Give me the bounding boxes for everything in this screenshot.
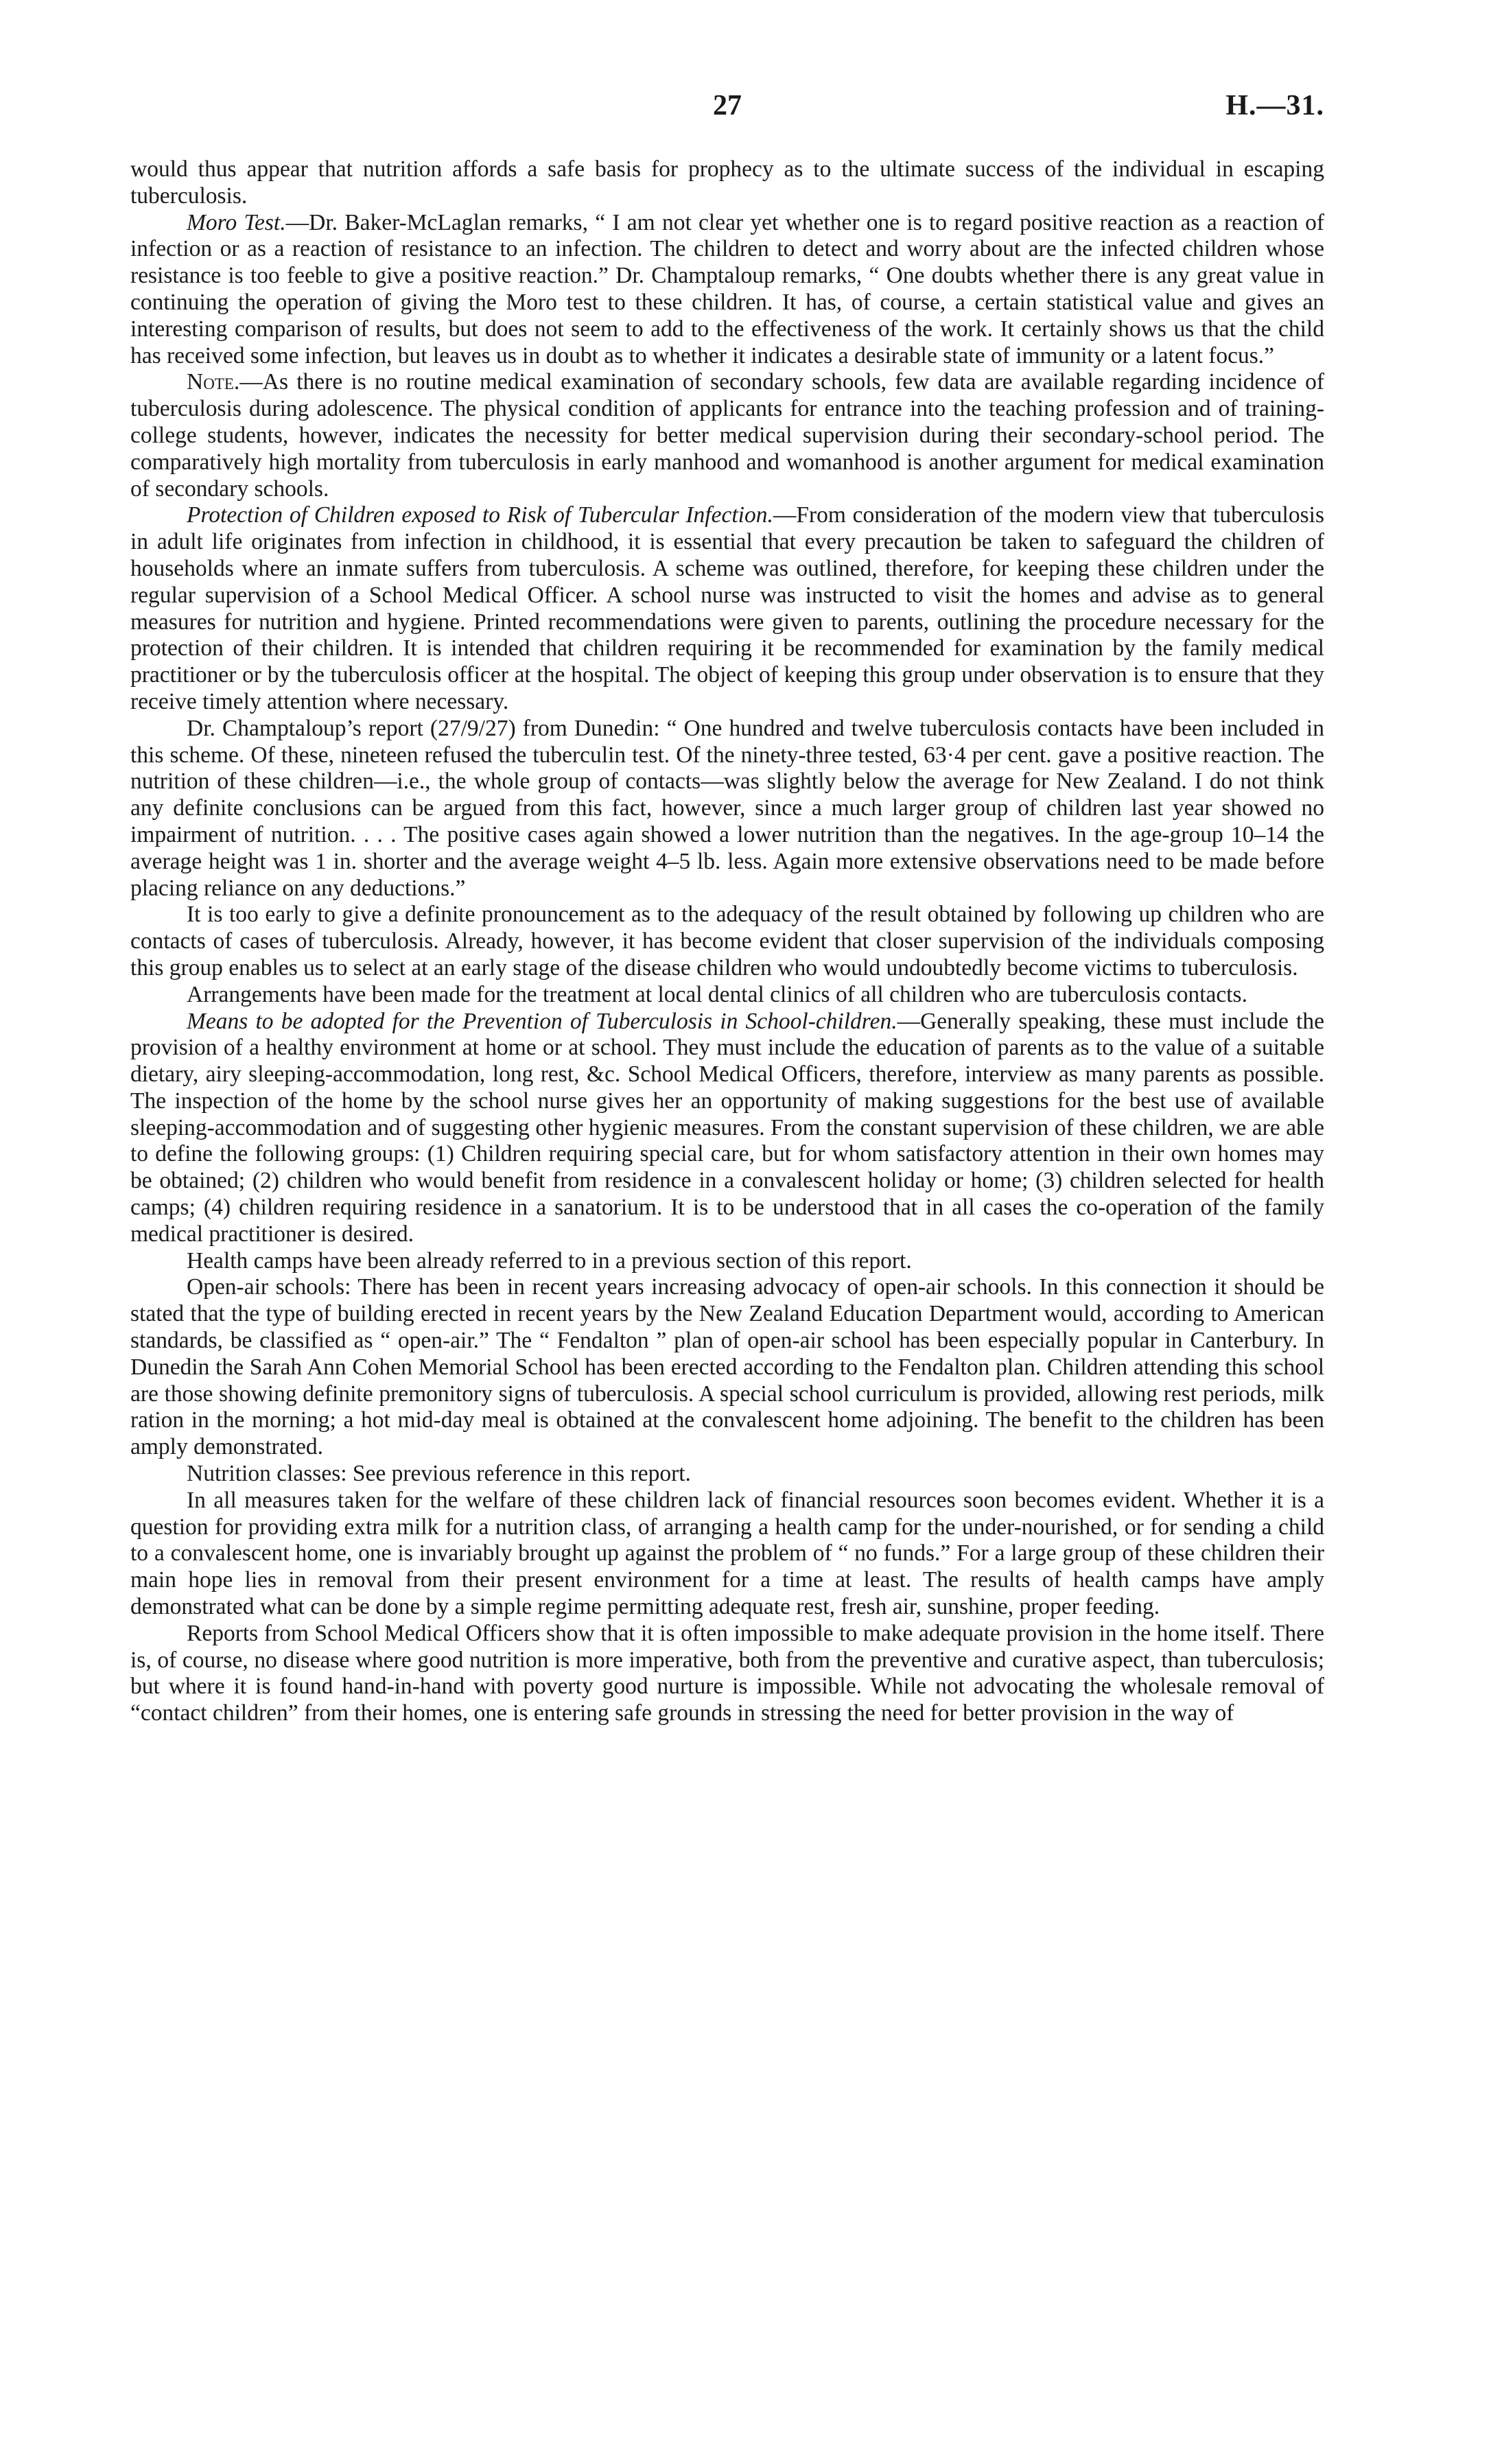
paragraph-text: In all measures taken for the welfare of these children lack of financial resources soon becomes evident. Whether it is a question for providing extra milk for a nutrition class, of arranging a health camp for the under-nourished, or for sending a child to a convalescent home, one is invariably brought up against the problem of “ no funds.” For a large group of these children their main hope lies in removal from their present environment for a time at least. The results of health camps have amply demonstrated what can be done by a simple regime permitting adequate rest, fresh air, sunshine, proper feeding. bbox=[130, 1487, 1324, 1620]
paragraph-text: Arrangements have been made for the treatment at local dental clinics of all children who are tuberculosis contacts. bbox=[187, 981, 1247, 1007]
paragraph-text: It is too early to give a definite pronouncement as to the adequacy of the result obtained by following up children who are contacts of cases of tuberculosis. Already, however, it has become evident that closer supervision of the individuals composing this group enables us to select at an early stage of the disease children who would undoubtedly become victims to tuberculosis. bbox=[130, 902, 1324, 981]
paragraph-continuation bbox=[130, 156, 1324, 210]
page-number: 27 bbox=[713, 90, 742, 121]
paragraph-open-air-schools bbox=[130, 1274, 1324, 1461]
paragraph-heading: Note. bbox=[187, 369, 240, 395]
paragraph-nutrition-classes bbox=[130, 1461, 1324, 1488]
paragraph-text: Dr. Champtaloup’s report (27/9/27) from Dunedin: “ One hundred and twelve tuberculosis contacts have been included in this scheme. Of these, nineteen refused the tuberculin test. Of the ninety-three tested, 63·4 per cent. gave a positive reaction. The nutrition of these children—i.e., the whole group of contacts—was slightly below the average for New Zealand. I do not think any definite conclusions can be argued from this fact, however, since a much larger group of children last year showed no impairment of nutrition. . . . The positive cases again showed a lower nutrition than the negatives. In the age-group 10–14 the average height was 1 in. shorter and the average weight 4–5 lb. less. Again more extensive observations need to be made before placing reliance on any deductions.” bbox=[130, 715, 1324, 901]
paragraph-heading: Means to be adopted for the Prevention of Tuberculosis in School-children. bbox=[187, 1008, 897, 1034]
paragraph-text: —As there is no routine medical examination of secondary schools, few data are available regarding incidence of tuberculosis during adolescence. The physical condition of applicants for entrance into the teaching profession and of training-college students, however, indicates the necessity for better medical supervision during their secondary-school period. The comparatively high mortality from tuberculosis in early manhood and womanhood is another argument for medical examination of secondary schools. bbox=[130, 369, 1324, 502]
paragraph-text: —Generally speaking, these must include the provision of a healthy environment at home or at school. They must include the education of parents as to the value of a suitable dietary, airy sleeping-accommodation, long rest, &c. School Medical Officers, therefore, interview as many parents as possible. The inspection of the home by the school nurse gives her an opportunity of making suggestions for the best use of available sleeping-accommodation and of suggesting other hygienic measures. From the constant supervision of these children, we are able to define the following groups: (1) Children requiring special care, but for whom satisfactory attention in their own homes may be obtained; (2) children who would benefit from residence in a convalescent holiday or home; (3) children selected for health camps; (4) children requiring residence in a sanatorium. It is to be understood that in all cases the co-operation of the family medical practitioner is desired. bbox=[130, 1008, 1324, 1247]
paragraph-heading: Moro Test. bbox=[187, 209, 286, 235]
paragraph-moro-test bbox=[130, 210, 1324, 370]
paragraph-note bbox=[130, 369, 1324, 502]
paragraph-protection-of-children bbox=[130, 502, 1324, 715]
paragraph-heading: Protection of Children exposed to Risk of Tubercular Infection. bbox=[187, 502, 773, 528]
document-reference: H.—31. bbox=[1225, 90, 1324, 121]
paragraph-text: would thus appear that nutrition affords a safe basis for prophecy as to the ultimate success of the individual in escaping tuberculosis. bbox=[130, 156, 1324, 209]
paragraph-means-of-prevention bbox=[130, 1009, 1324, 1248]
paragraph-text: Health camps have been already referred to in a previous section of this report. bbox=[187, 1247, 912, 1274]
paragraph-text: Reports from School Medical Officers show that it is often impossible to make adequate provision in the home itself. There is, of course, no disease where good nutrition is more imperative, both from the preventive and curative aspect, than tuberculosis; but where it is found hand-in-hand with poverty good nurture is impossible. While not advocating the wholesale removal of “contact children” from their homes, one is entering safe grounds in stressing the need for better provision in the way of bbox=[130, 1620, 1324, 1726]
paragraph-health-camps bbox=[130, 1248, 1324, 1275]
paragraph-financial-resources bbox=[130, 1488, 1324, 1621]
paragraph-text: Nutrition classes: See previous reference in this report. bbox=[187, 1461, 691, 1487]
paragraph-dunedin-report bbox=[130, 716, 1324, 902]
paragraph-text: Open-air schools: There has been in recent years increasing advocacy of open-air schools. In this connection it should be stated that the type of building erected in recent years by the New Zealand Education Department would, according to American standards, be classified as “ open-air.” The “ Fendalton ” plan of open-air school has been especially popular in Canterbury. In Dunedin the Sarah Ann Cohen Memorial School has been erected according to the Fendalton plan. Children attending this school are those showing definite premonitory signs of tuberculosis. A special school curriculum is provided, allowing rest periods, milk ration in the morning; a hot mid-day meal is obtained at the convalescent home adjoining. The benefit to the children has been amply demonstrated. bbox=[130, 1274, 1324, 1460]
paragraph-too-early bbox=[130, 902, 1324, 981]
paragraph-school-medical-reports bbox=[130, 1621, 1324, 1727]
paragraph-dental-clinics bbox=[130, 982, 1324, 1009]
page-header bbox=[130, 89, 1324, 130]
paragraph-text: —From consideration of the modern view that tuberculosis in adult life originates from infection in childhood, it is essential that every precaution be taken to safeguard the children of households where an inmate suffers from tuberculosis. A scheme was outlined, therefore, for keeping these children under the regular supervision of a School Medical Officer. A school nurse was instructed to visit the homes and advise as to general measures for nutrition and hygiene. Printed recommendations were given to parents, outlining the procedure necessary for the protection of their children. It is intended that children requiring it be recommended for examination by the family medical practitioner or by the tuberculosis officer at the hospital. The object of keeping this group under observation is to ensure that they receive timely attention where necessary. bbox=[130, 502, 1324, 714]
body-text bbox=[130, 156, 1324, 1727]
paragraph-text: —Dr. Baker-McLaglan remarks, “ I am not clear yet whether one is to regard positive reaction as a reaction of infection or as a reaction of resistance to an infection. The children to detect and worry about are the infected children whose resistance is too feeble to give a positive reaction.” Dr. Champtaloup remarks, “ One doubts whether there is any great value in continuing the operation of giving the Moro test to these children. It has, of course, a certain statistical value and gives an interesting comparison of results, but does not seem to add to the effectiveness of the work. It certainly shows us that the child has received some infection, but leaves us in doubt as to whether it indicates a desirable state of immunity or a latent focus.” bbox=[130, 209, 1325, 368]
